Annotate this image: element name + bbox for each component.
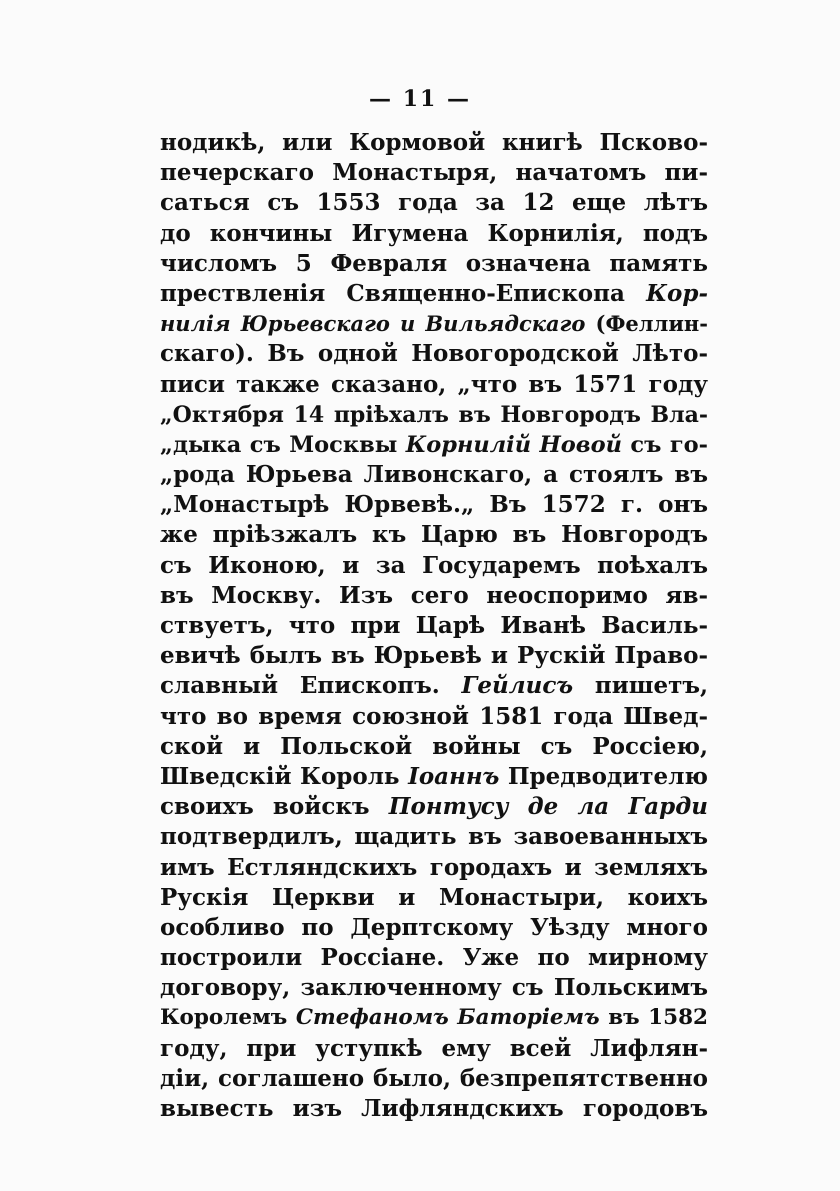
text-line xyxy=(160,732,708,762)
text-line xyxy=(160,400,708,430)
text-segment: что во время союзной 1581 года Швед- xyxy=(160,702,708,730)
text-segment: саться съ 1553 года за 12 еще лѣтъ xyxy=(160,189,708,217)
text-line xyxy=(160,219,708,249)
text-segment: же пріѣзжалъ къ Царю въ Новгородъ xyxy=(160,521,708,549)
text-segment: пишетъ, xyxy=(573,672,709,700)
text-segment: писи также сказано, „что въ 1571 году xyxy=(160,370,708,398)
text-segment: славный Епископъ. xyxy=(160,672,462,700)
text-segment: имъ Естляндскихъ городахъ и земляхъ xyxy=(160,853,708,881)
text-line xyxy=(160,581,708,611)
italic-text-segment: Понтусу де ла Гарди xyxy=(388,793,708,821)
text-segment: нодикѣ, или Кормовой книгѣ Псково- xyxy=(160,129,708,156)
text-line xyxy=(160,762,708,792)
text-segment: ствуетъ, что при Царѣ Иванѣ Василь- xyxy=(160,612,708,639)
text-line xyxy=(160,611,708,641)
text-segment: „Монастырѣ Юрвевѣ.„ Въ 1572 г. онъ xyxy=(160,491,708,519)
text-line xyxy=(160,1064,708,1094)
text-segment: построили Россіане. Уже по мирному xyxy=(160,944,708,972)
text-line xyxy=(160,883,708,913)
text-line xyxy=(160,641,708,671)
text-line xyxy=(160,370,708,400)
text-segment: съ го- xyxy=(621,431,708,458)
text-segment: (Феллин- xyxy=(585,311,709,337)
text-line xyxy=(160,339,708,369)
italic-text-segment: нилія Юрьевскаго и Вильядскаго xyxy=(160,311,586,337)
text-segment: въ Москву. Изъ сего неоспоримо яв- xyxy=(160,581,708,609)
text-line xyxy=(160,551,708,581)
text-line xyxy=(160,702,708,732)
text-segment: евичѣ былъ въ Юрьевѣ и Рускій Право- xyxy=(160,642,708,670)
text-segment: „Октября 14 пріѣхалъ въ Новгородъ Вла- xyxy=(160,401,708,428)
text-segment: Предводителю xyxy=(499,762,708,790)
text-line xyxy=(160,913,708,943)
text-segment: подтвердилъ, щадить въ завоеванныхъ xyxy=(160,823,708,851)
text-line xyxy=(160,973,708,1003)
italic-text-segment: Гейлисъ xyxy=(461,672,574,700)
text-segment: особливо по Дерптскому Уѣзду много xyxy=(160,913,708,941)
text-segment: „дыка съ Москвы xyxy=(160,431,406,458)
text-segment: скаго). Въ одной Новогородской Лѣто- xyxy=(160,340,708,368)
text-segment: году, при уступкѣ ему всей Лифлян- xyxy=(160,1034,708,1062)
text-segment: діи, соглашено было, безпрепятственно xyxy=(160,1064,708,1092)
page-number: — 11 — xyxy=(369,86,471,112)
text-line xyxy=(160,520,708,550)
text-segment: вывесть изъ Лифляндскихъ городовъ xyxy=(160,1095,708,1122)
italic-text-segment: Стефаномъ Баторіемъ xyxy=(295,1005,600,1031)
text-line xyxy=(160,249,708,279)
text-line xyxy=(160,1094,708,1124)
italic-text-segment: Кор- xyxy=(646,279,708,307)
text-segment: Шведскій Король xyxy=(160,762,409,790)
text-segment: печерскаго Монастыря, начатомъ пи- xyxy=(160,159,708,187)
text-segment: до кончины Игумена Корнилія, подъ xyxy=(160,219,708,247)
italic-text-segment: Корнилій Новой xyxy=(405,431,622,458)
text-segment: ской и Польской войны съ Россіею, xyxy=(160,732,708,760)
text-line xyxy=(160,822,708,852)
text-segment: договору, заключенному съ Польскимъ xyxy=(160,974,708,1002)
text-line xyxy=(160,853,708,883)
text-line xyxy=(160,671,708,701)
text-segment: Королемъ xyxy=(160,1005,296,1031)
text-segment: Рускія Церкви и Монастыри, коихъ xyxy=(160,883,708,911)
text-line xyxy=(160,1003,708,1033)
text-segment: числомъ 5 Февраля означена память xyxy=(160,249,708,277)
text-line xyxy=(160,792,708,822)
text-line xyxy=(160,309,708,339)
text-line xyxy=(160,430,708,460)
text-segment: прествленія Священно-Епископа xyxy=(160,279,647,307)
text-line xyxy=(160,943,708,973)
text-line xyxy=(160,188,708,218)
italic-text-segment: Іоаннъ xyxy=(408,762,500,790)
text-segment: съ Иконою, и за Государемъ поѣхалъ xyxy=(160,551,708,579)
text-line xyxy=(160,128,708,158)
text-segment: „рода Юрьева Ливонскаго, а стоялъ въ xyxy=(160,461,708,489)
text-segment: въ 1582 xyxy=(599,1005,708,1031)
text-line xyxy=(160,279,708,309)
text-line xyxy=(160,158,708,188)
body-text xyxy=(160,128,708,1124)
text-line xyxy=(160,490,708,520)
text-line xyxy=(160,460,708,490)
text-line xyxy=(160,1034,708,1064)
text-segment: своихъ войскъ xyxy=(160,793,389,821)
